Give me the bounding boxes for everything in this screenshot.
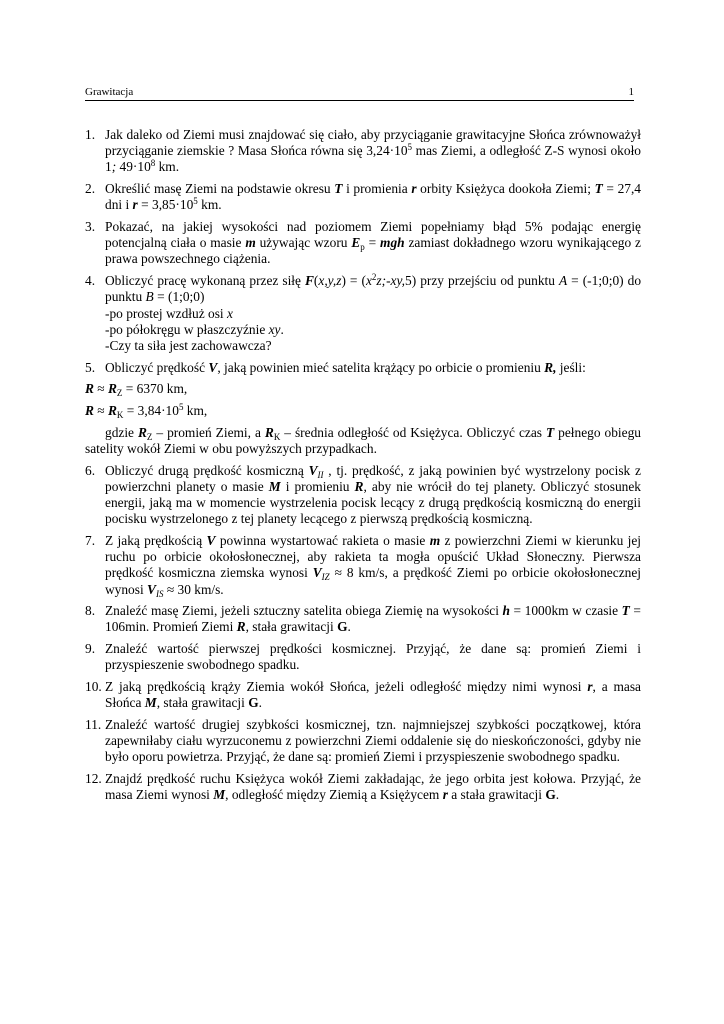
subquestion-1: -po prostej wzdłuż osi x (105, 305, 233, 321)
problem-text: Znaleźć wartość pierwszej prędkości kosmicznej. Przyjąć, że dane są: promień Ziemi i przyspieszenie swobodnego spadku. (105, 641, 641, 673)
subquestion-3: -Czy ta siła jest zachowawcza? (105, 337, 272, 353)
problem-12 (85, 771, 641, 803)
problem-number: 7. (85, 532, 96, 548)
problem-text: Z jaką prędkością krąży Ziemia wokół Słońca, jeżeli odległość między nimi wynosi r, a masa Słońca M, stała grawitacji G. (105, 679, 641, 711)
problem-text: Obliczyć drugą prędkość kosmiczną $V_{II}$ , tj. prędkość, z jaką powinien być wystrzelony pocisk z powierzchni planety o masie M i promieniu R, aby nie wrócił do tej planety. Obliczyć stosunek energii, jaką ma w momencie wystrzelenia pocisk lecący z drugą prędkością kosmiczną do energii pocisku wystrzelonego z tej planety lecącego z pierwszą prędkością kosmiczną. (105, 462, 641, 527)
problem-text: Znajdź prędkość ruchu Księżyca wokół Ziemi zakładając, że jego orbita jest kołowa. Przyjąć, że masa Ziemi wynosi M, odległość między Ziemią a Księżycem r a stała grawitacji G. (105, 771, 641, 803)
problem-1 (85, 127, 641, 176)
problem-text: Określić masę Ziemi na podstawie okresu T i promienia r orbity Księżyca dookoła Ziemi; T = 27,4 dni i $r = 3,85\cdot 10^5$ km. (105, 181, 642, 213)
page-number: 1 (628, 86, 634, 98)
problem-5-description: gdzie $R_Z$ – promień Ziemi, a $R_K$ – średnia odległość od Księżyca. Obliczyć czas T pełnego obiegu satelity wokół Ziemi w obu powyższych przypadkach. (85, 424, 641, 456)
problem-text: Znaleźć masę Ziemi, jeżeli sztuczny satelita obiega Ziemię na wysokości h = 1000km w czasie T = 106min. Promień Ziemi R, stała grawitacji G. (105, 603, 641, 635)
problem-text: Z jaką prędkością V powinna wystartować rakieta o masie m z powierzchni Ziemi w kierunku jej ruchu po orbicie okołosłonecznej, aby rakieta ta mogła opuścić Układ Słoneczny. Pierwsza prędkość kosmiczna ziemska wynosi $V_{IZ} \approx 8$ km/s, a prędkość Ziemi po orbicie okołosłonecznej wynosi $V_{IS} \approx 30$ km/s. (105, 532, 641, 599)
problem-number: 9. (85, 641, 96, 657)
problem-10 (85, 679, 641, 711)
problem-number: 6. (85, 462, 96, 478)
problem-8 (85, 603, 641, 635)
problem-text: Znaleźć wartość drugiej szybkości kosmicznej, tzn. najmniejszej szybkości początkowej, która zapewniłaby ciału wyrzuconemu z powierzchni Ziemi oddalenie się do nieskończoności, gdyby nie było oporu powietrza. Przyjąć, że dane są: promień Ziemi i przyspieszenie swobodnego spadku. (105, 717, 641, 765)
problem-text: Jak daleko od Ziemi musi znajdować się ciało, aby przyciąganie grawitacyjne Słońca zrównoważył przyciąganie ziemskie ? Masa Słońca równa się $3,24\cdot 10^5$ mas Ziemi, a odległość Z-S wynosi około 1; $49\cdot 10^8$ km. (105, 127, 641, 175)
page-header (85, 86, 634, 101)
problem-7 (85, 533, 641, 598)
problem-11 (85, 717, 641, 766)
problem-5 (85, 360, 641, 376)
problem-9 (85, 641, 641, 673)
problem-3 (85, 219, 641, 268)
problem-number: 2. (85, 181, 96, 197)
problem-text: Obliczyć prędkość V, jaką powinien mieć satelita krążący po orbicie o promieniu R, jeśli: (105, 359, 586, 375)
problem-text: Obliczyć pracę wykonaną przez siłę $F(x,y,z) = (x^2z;-xy,5)$ przy przejściu od punktu A = (-1;0;0) do punktu B = (1;0;0) -po prostej wzdłuż osi x -po półokręgu w płaszczyźnie xy. -Czy ta siła jest zachowawcza? (105, 272, 642, 353)
problem-5-case-a: $R \approx R_Z = 6370$ km, (85, 381, 188, 399)
problem-number: 12. (85, 771, 102, 787)
problem-number: 8. (85, 603, 96, 619)
problem-text: Pokazać, na jakiej wysokości nad poziomem Ziemi popełniamy błąd 5% podając energię potencjalną ciała o masie m używając wzoru $E_p$ = mgh zamiast dokładnego wzoru wynikającego z prawa powszechnego ciążenia. (105, 219, 641, 267)
header-title: Grawitacja (85, 86, 134, 98)
problem-2 (85, 181, 641, 213)
problem-number: 3. (85, 219, 96, 235)
problem-number: 5. (85, 359, 96, 375)
problem-5-case-b: $R \approx R_K = 3,84\cdot 10^5$ km, (85, 402, 208, 421)
problem-number: 11. (85, 717, 102, 732)
problem-number: 4. (85, 273, 96, 289)
problem-list (85, 127, 641, 809)
problem-4 (85, 273, 641, 354)
problem-number: 1. (85, 127, 96, 142)
problem-number: 10. (85, 679, 102, 695)
subquestion-2: -po półokręgu w płaszczyźnie xy. (105, 321, 284, 337)
problem-6 (85, 463, 641, 528)
